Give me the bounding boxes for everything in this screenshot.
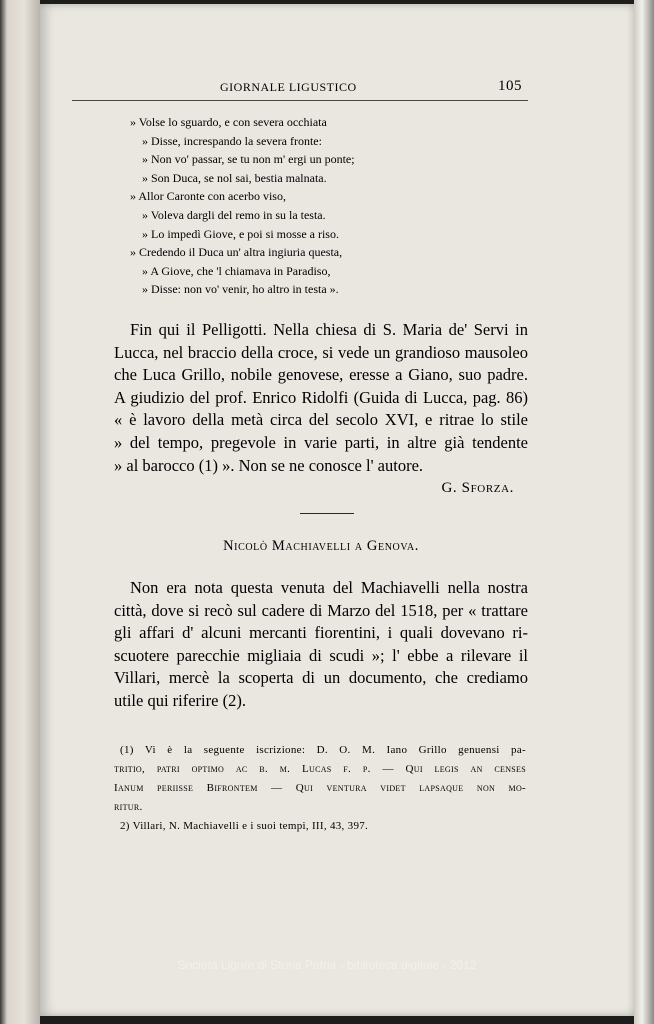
right-page-edge <box>634 0 654 1024</box>
footnotes <box>114 741 526 836</box>
footnote-line: (1) Vi è la seguente iscrizione: D. O. M. Iano Grillo genuensi pa- <box>120 744 526 756</box>
text-line: che Luca Grillo, nobile genovese, eresse a Giano, suo padre. <box>114 365 528 385</box>
section-separator <box>300 513 354 514</box>
text-line: utile qui riferire (2). <box>114 690 246 710</box>
verse-line: » Voleva dargli del remo in su la testa. <box>142 207 326 222</box>
verse-block <box>130 113 490 299</box>
journal-title: GIORNALE LIGUSTICO <box>220 80 357 94</box>
verse-line: » Volse lo sguardo, e con severa occhiata <box>130 115 327 129</box>
page-number: 105 <box>498 78 522 94</box>
text-line: gli affari d' alcuni mercanti fiorentini, i quali dovevano ri- <box>114 623 528 643</box>
text-line: Villari, mercè la scoperta di un documento, che crediamo <box>114 668 528 688</box>
footnote-line: Ianum periisse Bifrontem — Qui ventura videt lapsaque non mo- <box>114 782 526 794</box>
verse-line: » Lo impedì Giove, e poi si mosse a riso. <box>142 226 339 241</box>
footnote-line: ritur. <box>114 801 143 813</box>
footnote-line: 2) Villari, N. Machiavelli e i suoi tempi, III, 43, 397. <box>120 820 369 832</box>
verse-line: » A Giove, che 'l chiamava in Paradiso, <box>142 263 331 278</box>
text-line: » al barocco (1) ». Non se ne conosce l' autore. <box>114 455 424 475</box>
header-rule <box>72 100 528 101</box>
text-line: Fin qui il Pelligotti. Nella chiesa di S. Maria de' Servi in <box>130 320 528 339</box>
left-page-edge <box>0 0 40 1024</box>
verse-line: » Allor Caronte con acerbo viso, <box>130 189 286 204</box>
verse-line: » Non vo' passar, se tu non m' ergi un ponte; <box>142 152 355 167</box>
text-line: Lucca, nel braccio della croce, si vede un grandioso mausoleo <box>114 342 528 362</box>
verse-line: » Son Duca, se nol sai, bestia malnata. <box>142 170 327 185</box>
text-line: città, dove si recò sul cadere di Marzo del 1518, per « trattare <box>114 600 528 620</box>
text-line: A giudizio del prof. Enrico Ridolfi (Guida di Lucca, pag. 86) <box>114 387 528 407</box>
verse-line: » Disse, increspando la severa fronte: <box>142 133 322 148</box>
text-line: » del tempo, pregevole in varie parti, in altre già tendente <box>114 432 528 452</box>
digital-library-watermark: Società Ligure di Storia Patria - biblioteca digitale - 2012 <box>177 958 477 972</box>
footnote-line: tritio, patri optimo ac b. m. Lucas f. p. — Qui legis an censes <box>114 763 526 775</box>
text-line: scuotere parecchie migliaia di scudi »; l' ebbe a rilevare il <box>114 645 528 665</box>
verse-line: » Credendo il Duca un' altra ingiuria questa, <box>130 245 343 260</box>
verse-line: » Disse: non vo' venir, ho altro in testa ». <box>142 282 339 297</box>
section-title: Nicolò Machiavelli a Genova. <box>223 538 419 554</box>
author-signature: G. Sforza. <box>441 480 514 496</box>
text-line: « è lavoro della metà circa del secolo XVI, e ritrae lo stile <box>114 410 528 430</box>
paragraph-machiavelli <box>114 577 528 713</box>
text-line: Non era nota questa venuta del Machiavelli nella nostra <box>130 578 528 597</box>
paragraph-pelligotti <box>114 319 528 477</box>
